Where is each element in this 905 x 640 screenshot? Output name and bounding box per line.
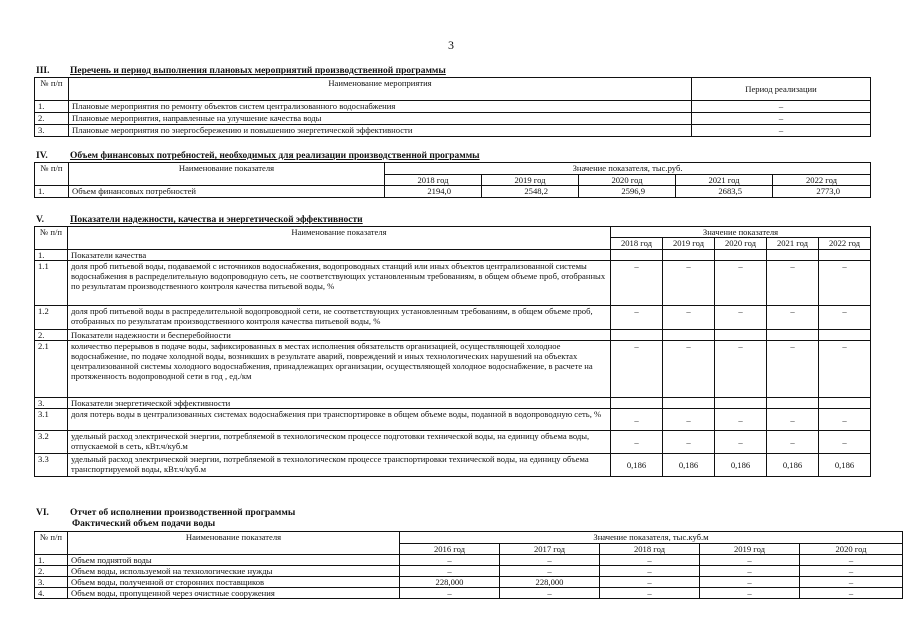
section-5-heading bbox=[36, 215, 363, 225]
row-name: Плановые мероприятия по ремонту объектов систем централизованного водоснабжения bbox=[69, 101, 692, 113]
value-cell: – bbox=[611, 261, 663, 306]
planned-measures-table bbox=[34, 77, 871, 137]
value-cell: 228,000 bbox=[400, 577, 500, 588]
value-cell: – bbox=[663, 261, 715, 306]
group-row bbox=[35, 398, 871, 409]
year-header: 2018 год bbox=[385, 175, 482, 186]
value-cell: 0,186 bbox=[611, 454, 663, 477]
value-cell: – bbox=[800, 555, 903, 566]
value-cell: – bbox=[767, 341, 819, 398]
row-number: 1.1 bbox=[35, 261, 68, 306]
value-cell: – bbox=[700, 588, 800, 599]
value-cell: 0,186 bbox=[819, 454, 871, 477]
value-cell: 2683,5 bbox=[676, 186, 773, 198]
value-cell: 228,000 bbox=[500, 577, 600, 588]
year-header: 2020 год bbox=[579, 175, 676, 186]
value-cell: – bbox=[767, 431, 819, 454]
section-number: IV. bbox=[36, 151, 48, 161]
row-number: 2. bbox=[35, 566, 68, 577]
table-header-row bbox=[35, 163, 871, 175]
header-value: Значение показателя, тыс.куб.м bbox=[400, 532, 903, 544]
value-cell: – bbox=[400, 555, 500, 566]
row-period: – bbox=[692, 101, 871, 113]
section-number: III. bbox=[36, 66, 50, 76]
table-row bbox=[35, 261, 871, 306]
year-header: 2019 год bbox=[482, 175, 579, 186]
row-number: 1.2 bbox=[35, 306, 68, 330]
row-number: 3. bbox=[35, 125, 69, 137]
table-row bbox=[35, 113, 871, 125]
value-cell: – bbox=[700, 577, 800, 588]
row-name: Объем финансовых потребностей bbox=[69, 186, 385, 198]
row-number: 3.3 bbox=[35, 454, 68, 477]
value-cell: – bbox=[767, 261, 819, 306]
table-row bbox=[35, 125, 871, 137]
row-name: Объем воды, используемой на технологические нужды bbox=[68, 566, 400, 577]
value-cell: – bbox=[819, 306, 871, 330]
year-header: 2021 год bbox=[767, 238, 819, 250]
table-row bbox=[35, 454, 871, 477]
year-header: 2020 год bbox=[800, 544, 903, 555]
table-row bbox=[35, 341, 871, 398]
table-row bbox=[35, 577, 903, 588]
section-3-heading bbox=[36, 66, 446, 76]
value-cell: – bbox=[400, 588, 500, 599]
year-header: 2019 год bbox=[700, 544, 800, 555]
value-cell: – bbox=[715, 306, 767, 330]
value-cell: 0,186 bbox=[715, 454, 767, 477]
value-cell: – bbox=[819, 261, 871, 306]
row-name: Объем поднятой воды bbox=[68, 555, 400, 566]
header-name: Наименование мероприятия bbox=[69, 78, 692, 101]
row-name: доля потерь воды в централизованных системах водоснабжения при транспортировке в общем объеме воды, поданной в водопроводную сеть, % bbox=[68, 409, 611, 431]
value-cell: – bbox=[611, 409, 663, 431]
value-cell: – bbox=[715, 409, 767, 431]
section-6-heading bbox=[36, 508, 295, 518]
value-cell: – bbox=[800, 577, 903, 588]
header-period: Период реализации bbox=[692, 78, 871, 101]
value-cell: – bbox=[663, 409, 715, 431]
value-cell: – bbox=[800, 588, 903, 599]
value-cell: – bbox=[715, 261, 767, 306]
year-header: 2019 год bbox=[663, 238, 715, 250]
row-number: 1. bbox=[35, 555, 68, 566]
header-number: № п/п bbox=[35, 532, 68, 555]
row-name: Объем воды, полученной от сторонних поставщиков bbox=[68, 577, 400, 588]
water-supply-table bbox=[34, 531, 903, 599]
group-row bbox=[35, 330, 871, 341]
header-name: Наименование показателя bbox=[68, 532, 400, 555]
table-row bbox=[35, 566, 903, 577]
year-header: 2022 год bbox=[773, 175, 871, 186]
value-cell: 2596,9 bbox=[579, 186, 676, 198]
row-number: 2.1 bbox=[35, 341, 68, 398]
section-title: Объем финансовых потребностей, необходимых для реализации производственной программы bbox=[70, 151, 480, 161]
table-header-row bbox=[35, 78, 871, 101]
section-4-heading bbox=[36, 151, 480, 161]
value-cell: – bbox=[819, 431, 871, 454]
row-number: 3. bbox=[35, 577, 68, 588]
year-header: 2022 год bbox=[819, 238, 871, 250]
row-name: Объем воды, пропущенной через очистные сооружения bbox=[68, 588, 400, 599]
row-number: 2. bbox=[35, 113, 69, 125]
row-number: 3. bbox=[35, 398, 68, 409]
group-row bbox=[35, 250, 871, 261]
indicators-table bbox=[34, 226, 871, 477]
table-row bbox=[35, 409, 871, 431]
section-number: VI. bbox=[36, 508, 49, 518]
year-header: 2016 год bbox=[400, 544, 500, 555]
row-number: 1. bbox=[35, 186, 69, 198]
value-cell: – bbox=[767, 306, 819, 330]
header-name: Наименование показателя bbox=[68, 227, 611, 250]
row-number: 1. bbox=[35, 250, 68, 261]
row-period: – bbox=[692, 113, 871, 125]
value-cell: – bbox=[819, 341, 871, 398]
table-row bbox=[35, 555, 903, 566]
row-name: доля проб питьевой воды, подаваемой с источников водоснабжения, водопроводных станций или иных объектов централизованной системы водоснабжения в распределительную водопроводную сеть, не соответствующих установленным требованиям, в общем объеме проб, отобранных по результатам производственного контроля качества питьевой воды, % bbox=[68, 261, 611, 306]
row-name: Показатели качества bbox=[68, 250, 611, 261]
value-cell: – bbox=[663, 341, 715, 398]
table-header-row bbox=[35, 532, 903, 544]
row-name: Плановые мероприятия по энергосбережению и повышению энергетической эффективности bbox=[69, 125, 692, 137]
value-cell: – bbox=[700, 555, 800, 566]
row-name: Плановые мероприятия, направленные на улучшение качества воды bbox=[69, 113, 692, 125]
row-period: – bbox=[692, 125, 871, 137]
financial-needs-table bbox=[34, 162, 871, 198]
value-cell: – bbox=[700, 566, 800, 577]
section-title: Перечень и период выполнения плановых мероприятий производственной программы bbox=[70, 66, 446, 76]
value-cell: – bbox=[600, 555, 700, 566]
row-number: 4. bbox=[35, 588, 68, 599]
row-number: 3.2 bbox=[35, 431, 68, 454]
value-cell: – bbox=[663, 306, 715, 330]
value-cell: – bbox=[611, 306, 663, 330]
year-header: 2020 год bbox=[715, 238, 767, 250]
value-cell: – bbox=[500, 566, 600, 577]
value-cell: – bbox=[500, 588, 600, 599]
year-header: 2018 год bbox=[611, 238, 663, 250]
value-cell: – bbox=[611, 341, 663, 398]
value-cell: – bbox=[600, 577, 700, 588]
row-name: удельный расход электрической энергии, потребляемой в технологическом процессе подготовки технической воды, на единицу объема воды, отпускаемой в сеть, кВт.ч/куб.м bbox=[68, 431, 611, 454]
value-cell: – bbox=[819, 409, 871, 431]
value-cell: – bbox=[600, 588, 700, 599]
header-number: № п/п bbox=[35, 78, 69, 101]
header-number: № п/п bbox=[35, 163, 69, 186]
value-cell: – bbox=[400, 566, 500, 577]
table-header-row bbox=[35, 227, 871, 238]
value-cell: – bbox=[500, 555, 600, 566]
table-row bbox=[35, 101, 871, 113]
value-cell: – bbox=[767, 409, 819, 431]
row-number: 2. bbox=[35, 330, 68, 341]
row-name: количество перерывов в подаче воды, зафиксированных в местах исполнения обязательств организацией, осуществляющей холодное водоснабжение, по подаче холодной воды, возникших в результате аварий, повреждений и иных технологических нарушений на объектах централизованной системы холодного водоснабжения, принадлежащих организации, осуществляющей холодное водоснабжение, в расчете на протяженность водопроводной сети в год , ед./км bbox=[68, 341, 611, 398]
value-cell: 2194,0 bbox=[385, 186, 482, 198]
value-cell: 0,186 bbox=[767, 454, 819, 477]
header-number: № п/п bbox=[35, 227, 68, 250]
header-value: Значение показателя, тыс.руб. bbox=[385, 163, 871, 175]
table-row bbox=[35, 431, 871, 454]
row-name: удельный расход электрической энергии, потребляемой в технологическом процессе транспортировки технической воды, на единицу объема транспортируемой воды, кВт.ч/куб.м bbox=[68, 454, 611, 477]
value-cell: – bbox=[600, 566, 700, 577]
value-cell: – bbox=[715, 341, 767, 398]
section-title: Отчет об исполнении производственной программы bbox=[70, 508, 296, 518]
value-cell: – bbox=[663, 431, 715, 454]
table-row bbox=[35, 306, 871, 330]
section-subtitle: Фактический объем подачи воды bbox=[72, 519, 216, 529]
row-name: Показатели надежности и бесперебойности bbox=[68, 330, 611, 341]
header-value: Значение показателя bbox=[611, 227, 871, 238]
row-number: 1. bbox=[35, 101, 69, 113]
year-header: 2018 год bbox=[600, 544, 700, 555]
section-title: Показатели надежности, качества и энергетической эффективности bbox=[70, 215, 363, 225]
value-cell: 0,186 bbox=[663, 454, 715, 477]
header-name: Наименование показателя bbox=[69, 163, 385, 186]
row-name: Показатели энергетической эффективности bbox=[68, 398, 611, 409]
value-cell: 2548,2 bbox=[482, 186, 579, 198]
value-cell: 2773,0 bbox=[773, 186, 871, 198]
row-name: доля проб питьевой воды в распределительной водопроводной сети, не соответствующих установленным требованиям, в общем объеме проб, отобранных по результатам производственного контроля качества питьевой воды, % bbox=[68, 306, 611, 330]
value-cell: – bbox=[715, 431, 767, 454]
section-number: V. bbox=[36, 215, 45, 225]
year-header: 2017 год bbox=[500, 544, 600, 555]
table-row bbox=[35, 186, 871, 198]
value-cell: – bbox=[611, 431, 663, 454]
value-cell: – bbox=[800, 566, 903, 577]
year-header: 2021 год bbox=[676, 175, 773, 186]
row-number: 3.1 bbox=[35, 409, 68, 431]
table-row bbox=[35, 588, 903, 599]
page-number: 3 bbox=[448, 38, 454, 52]
